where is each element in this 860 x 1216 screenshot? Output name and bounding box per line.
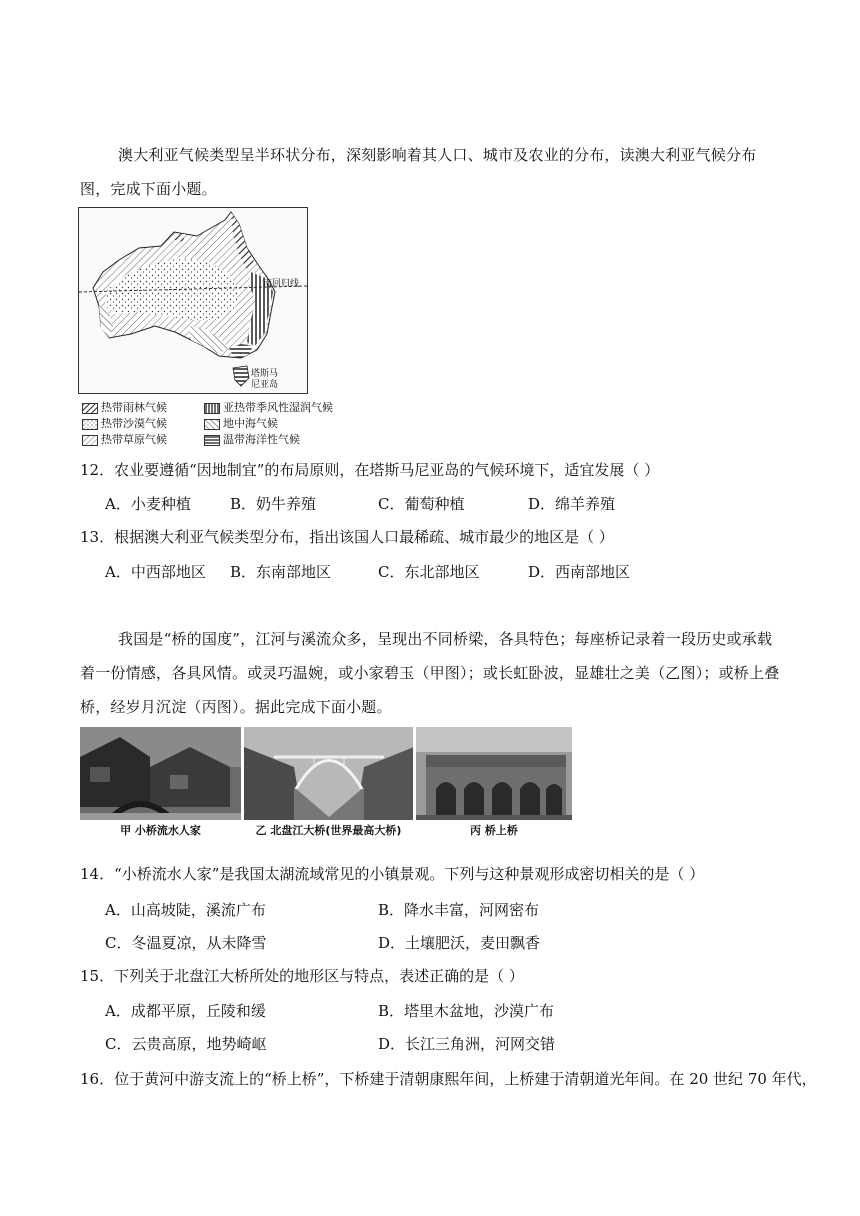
question-14-option-d[interactable]: D．土壤肥沃，麦田飘香	[378, 934, 541, 952]
question-14-option-c[interactable]: C．冬温夏凉，从未降雪	[105, 934, 267, 952]
question-13-option-b[interactable]: B．东南部地区	[230, 563, 332, 581]
question-15-options-row-1	[105, 1000, 785, 1022]
caption-jia: 甲 小桥流水人家	[80, 820, 241, 840]
caption-bing: 丙 桥上桥	[416, 820, 572, 840]
question-13-options	[105, 561, 785, 583]
photo-bing-bridge-on-bridge	[416, 727, 572, 840]
intro-paragraph-bridges: 我国是“桥的国度”，江河与溪流众多，呈现出不同桥梁，各具特色；每座桥记录着一段历史或承载着一份情感，各具风情。或灵巧温婉，或小家碧玉（甲图）；或长虹卧波，显雄壮之美（乙图）；或桥上叠桥，经岁月沉淀（丙图）。据此完成下面小题。	[80, 630, 780, 716]
question-14-option-b[interactable]: B．降水丰富，河网密布	[378, 901, 540, 919]
question-12-option-c[interactable]: C．葡萄种植	[378, 495, 465, 513]
question-15-option-c[interactable]: C．云贵高原，地势崎岖	[105, 1035, 267, 1053]
question-15-option-a[interactable]: A．成都平原，丘陵和缓	[105, 1002, 266, 1020]
question-12-stem: 12．农业要遵循“因地制宜”的布局原则，在塔斯马尼亚岛的气候环境下，适宜发展（ ）	[80, 461, 660, 479]
question-14-options-row-2	[105, 932, 785, 954]
question-13-option-c[interactable]: C．东北部地区	[378, 563, 480, 581]
question-12-option-a[interactable]: A．小麦种植	[105, 495, 191, 513]
question-15-options-row-2	[105, 1033, 785, 1055]
question-12-options	[105, 493, 785, 515]
australia-climate-map	[78, 207, 308, 394]
bridge-photo-strip	[80, 727, 572, 840]
question-13-stem: 13．根据澳大利亚气候类型分布，指出该国人口最稀疏、城市最少的地区是（ ）	[80, 528, 614, 546]
legend-item-mediterranean: 地中海气候	[204, 416, 342, 432]
question-13-option-d[interactable]: D．西南部地区	[528, 563, 631, 581]
caption-yi: 乙 北盘江大桥(世界最高大桥)	[244, 820, 413, 840]
question-15-option-b[interactable]: B．塔里木盆地，沙漠广布	[378, 1002, 555, 1020]
question-14-stem: 14．“小桥流水人家”是我国太湖流域常见的小镇景观。下列与这种景观形成密切相关的是（ ）	[80, 865, 705, 883]
legend-item-subtropical-monsoon: 亚热带季风性湿润气候	[204, 400, 342, 416]
question-16-stem: 16．位于黄河中游支流上的“桥上桥”，下桥建于清朝康熙年间，上桥建于清朝道光年间。在 20 世纪 70 年代，	[80, 1070, 817, 1088]
legend-item-savanna: 热带草原气候	[82, 432, 204, 448]
question-12-option-d[interactable]: D．绵羊养殖	[528, 495, 616, 513]
legend-item-rainforest: 热带雨林气候	[82, 400, 204, 416]
tasmania-island	[233, 366, 249, 386]
question-12-option-b[interactable]: B．奶牛养殖	[230, 495, 317, 513]
legend-item-temperate-oceanic: 温带海洋性气候	[204, 432, 342, 448]
question-15-option-d[interactable]: D．长江三角洲，河网交错	[378, 1035, 556, 1053]
question-15-stem: 15．下列关于北盘江大桥所处的地形区与特点，表述正确的是（ ）	[80, 967, 524, 985]
tasmania-label-1: 塔斯马	[251, 369, 279, 379]
tropic-label: 南回归线	[263, 279, 300, 289]
photo-yi-beipanjiang-bridge	[244, 727, 413, 840]
question-13-option-a[interactable]: A．中西部地区	[105, 563, 206, 581]
tasmania-label-2: 尼亚岛	[251, 380, 279, 390]
question-14-options-row-1	[105, 899, 785, 921]
intro-paragraph-australia: 澳大利亚气候类型呈半环状分布，深刻影响着其人口、城市及农业的分布，读澳大利亚气候分布图，完成下面小题。	[80, 146, 757, 198]
question-14-option-a[interactable]: A．山高坡陡，溪流广布	[105, 901, 266, 919]
map-legend	[82, 400, 342, 448]
photo-jia-small-bridge	[80, 727, 241, 840]
legend-item-desert: 热带沙漠气候	[82, 416, 204, 432]
